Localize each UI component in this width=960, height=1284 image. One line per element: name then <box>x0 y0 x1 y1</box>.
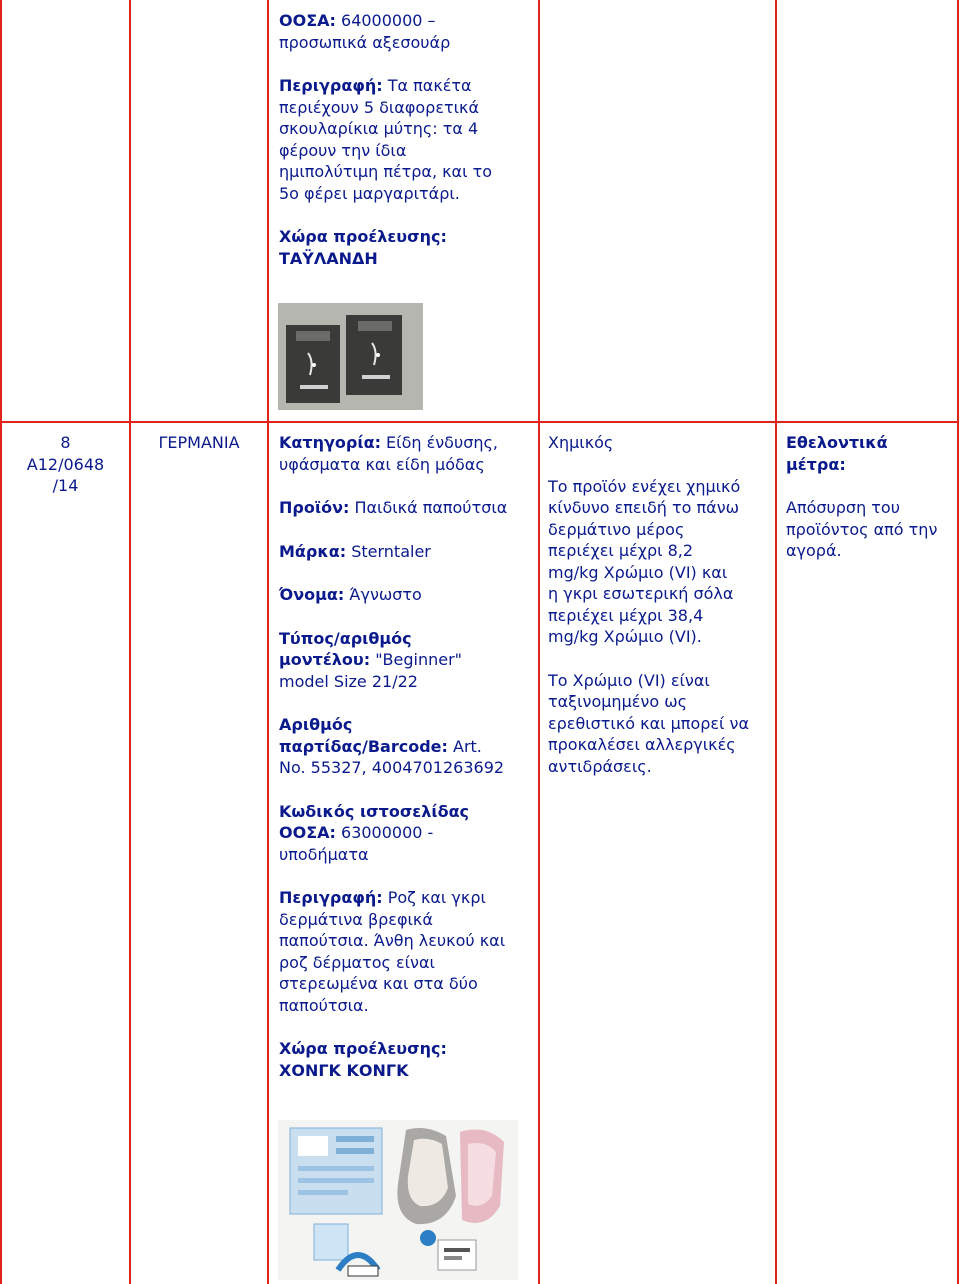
batch-label-line1: Αριθμός <box>279 715 353 734</box>
risk-text2-line: αντιδράσεις. <box>548 756 652 776</box>
product-cell <box>279 432 534 1081</box>
product-line <box>279 497 534 519</box>
row-number: 8 <box>60 433 71 452</box>
brand-line <box>279 541 534 563</box>
brand-label: Μάρκα: <box>279 541 347 561</box>
country-value: ΓΕΡΜΑΝΙΑ <box>158 433 240 452</box>
measures-text-line: προϊόντος από την <box>786 519 938 539</box>
country-cell <box>131 432 267 454</box>
risk-text-line: η γκρι εσωτερική σόλα <box>548 584 734 603</box>
category-text-1: υφάσματα και είδη μόδας <box>279 454 485 474</box>
risk-text-line: Το προϊόν ενέχει χημικό <box>548 476 741 496</box>
top-description-text-0: Τα πακέτα <box>382 76 472 95</box>
model-line <box>279 649 534 671</box>
boxed-nose-earrings-icon <box>278 303 423 410</box>
row-reference-line2: /14 <box>52 476 79 495</box>
row-reference-line1: A12/0648 <box>26 454 105 474</box>
boxed-nose-earrings-photo <box>278 303 423 410</box>
risk-text-line: περιέχει μέχρι 38,4 <box>548 605 704 625</box>
category-line <box>279 432 534 454</box>
risk-text-line: mg/kg Χρώμιο (VI). <box>548 627 702 646</box>
risk-text-line: mg/kg Χρώμιο (VI) και <box>548 562 728 582</box>
risk-cell <box>548 432 773 777</box>
measures-text-line: Απόσυρση του <box>786 498 900 517</box>
description-line: παπούτσια. <box>279 995 369 1015</box>
description-line1 <box>279 887 534 909</box>
description-label: Περιγραφή: <box>279 888 383 907</box>
row-number-cell <box>2 432 129 497</box>
measures-label-line2: μέτρα: <box>786 454 846 474</box>
risk-text2-line: ερεθιστικό και μπορεί να <box>548 713 750 733</box>
category-label: Κατηγορία: <box>279 433 381 452</box>
model-label-line1: Τύπος/αριθμός <box>279 628 412 648</box>
model-value: "Beginner" <box>370 650 463 669</box>
description-text-0: Ροζ και γκρι <box>382 888 486 907</box>
description-line: δερμάτινα βρεφικά <box>279 909 433 929</box>
column-divider-4 <box>775 0 777 1284</box>
baby-shoes-with-tags-icon <box>278 1120 518 1280</box>
risk-text-line: περιέχει μέχρι 8,2 <box>548 541 694 560</box>
column-divider-2 <box>267 0 269 1284</box>
baby-shoes-with-tags-photo <box>278 1120 518 1280</box>
top-description-label: Περιγραφή: <box>279 76 383 95</box>
description-line: στερεωμένα και στα δύο <box>279 974 478 993</box>
risk-text2-line: ταξινομημένο ως <box>548 692 687 711</box>
risk-text2-line: Το Χρώμιο (VI) είναι <box>548 670 710 690</box>
table-border-left <box>0 0 2 1284</box>
table-border-right <box>957 0 959 1284</box>
measures-text-line: αγορά. <box>786 541 842 560</box>
name-line <box>279 584 534 606</box>
site-code-value: 63000000 - <box>335 823 434 842</box>
risk-text-line: δερμάτινο μέρος <box>548 519 685 539</box>
row-divider <box>0 421 959 423</box>
risk-text-line: κίνδυνο επειδή το πάνω <box>548 498 740 517</box>
description-line: παπούτσια. Άνθη λευκού και <box>279 931 506 950</box>
risk-text2-line: προκαλέσει αλλεργικές <box>548 735 736 754</box>
top-description-line1 <box>279 75 534 97</box>
batch-value-line2: No. 55327, 4004701263692 <box>279 758 505 777</box>
site-code-label: Κωδικός ιστοσελίδας <box>279 801 470 821</box>
site-code-line <box>279 822 534 844</box>
product-label: Προϊόν: <box>279 498 350 517</box>
risk-type: Χημικός <box>548 433 614 452</box>
product-value: Παιδικά παπούτσια <box>349 498 508 517</box>
batch-line <box>279 736 534 758</box>
origin-value: ΧΟΝΓΚ ΚΟΝΓΚ <box>279 1060 409 1080</box>
model-value-line2: model Size 21/22 <box>279 671 418 691</box>
top-code-value: 64000000 – <box>335 11 436 30</box>
column-divider-3 <box>538 0 540 1284</box>
measures-label-line1: Εθελοντικά <box>786 433 888 452</box>
name-value: Άγνωστο <box>344 585 422 604</box>
top-description-line: 5ο φέρει μαργαριτάρι. <box>279 183 460 203</box>
name-label: Όνομα: <box>279 585 345 604</box>
top-description-line: σκουλαρίκια μύτης: τα 4 <box>279 119 479 138</box>
top-origin-value: ΤΑΫΛΑΝΔΗ <box>279 248 378 268</box>
category-text-0: Είδη ένδυσης, <box>380 433 498 452</box>
top-code-label: ΟΟΣΑ: <box>279 11 336 30</box>
top-description-line: περιέχουν 5 διαφορετικά <box>279 97 479 117</box>
site-code-label2: ΟΟΣΑ: <box>279 823 336 842</box>
top-description-line: φέρουν την ίδια <box>279 140 407 160</box>
measures-cell <box>786 432 954 562</box>
batch-value: Art. <box>447 736 482 756</box>
top-code-line <box>279 10 534 32</box>
brand-value: Sterntaler <box>346 541 431 561</box>
column-divider-1 <box>129 0 131 1284</box>
model-label-line2: μοντέλου: <box>279 650 371 669</box>
top-description-line: ημιπολύτιμη πέτρα, και το <box>279 162 493 181</box>
top-code-value-line2: προσωπικά αξεσουάρ <box>279 32 451 52</box>
description-line: ροζ δέρματος είναι <box>279 952 435 972</box>
top-origin-label: Χώρα προέλευσης: <box>279 227 447 246</box>
top-product-cell <box>279 10 534 269</box>
batch-label-line2: παρτίδας/Barcode: <box>279 736 448 756</box>
site-code-value-line2: υποδήματα <box>279 844 369 864</box>
origin-label: Χώρα προέλευσης: <box>279 1039 447 1058</box>
